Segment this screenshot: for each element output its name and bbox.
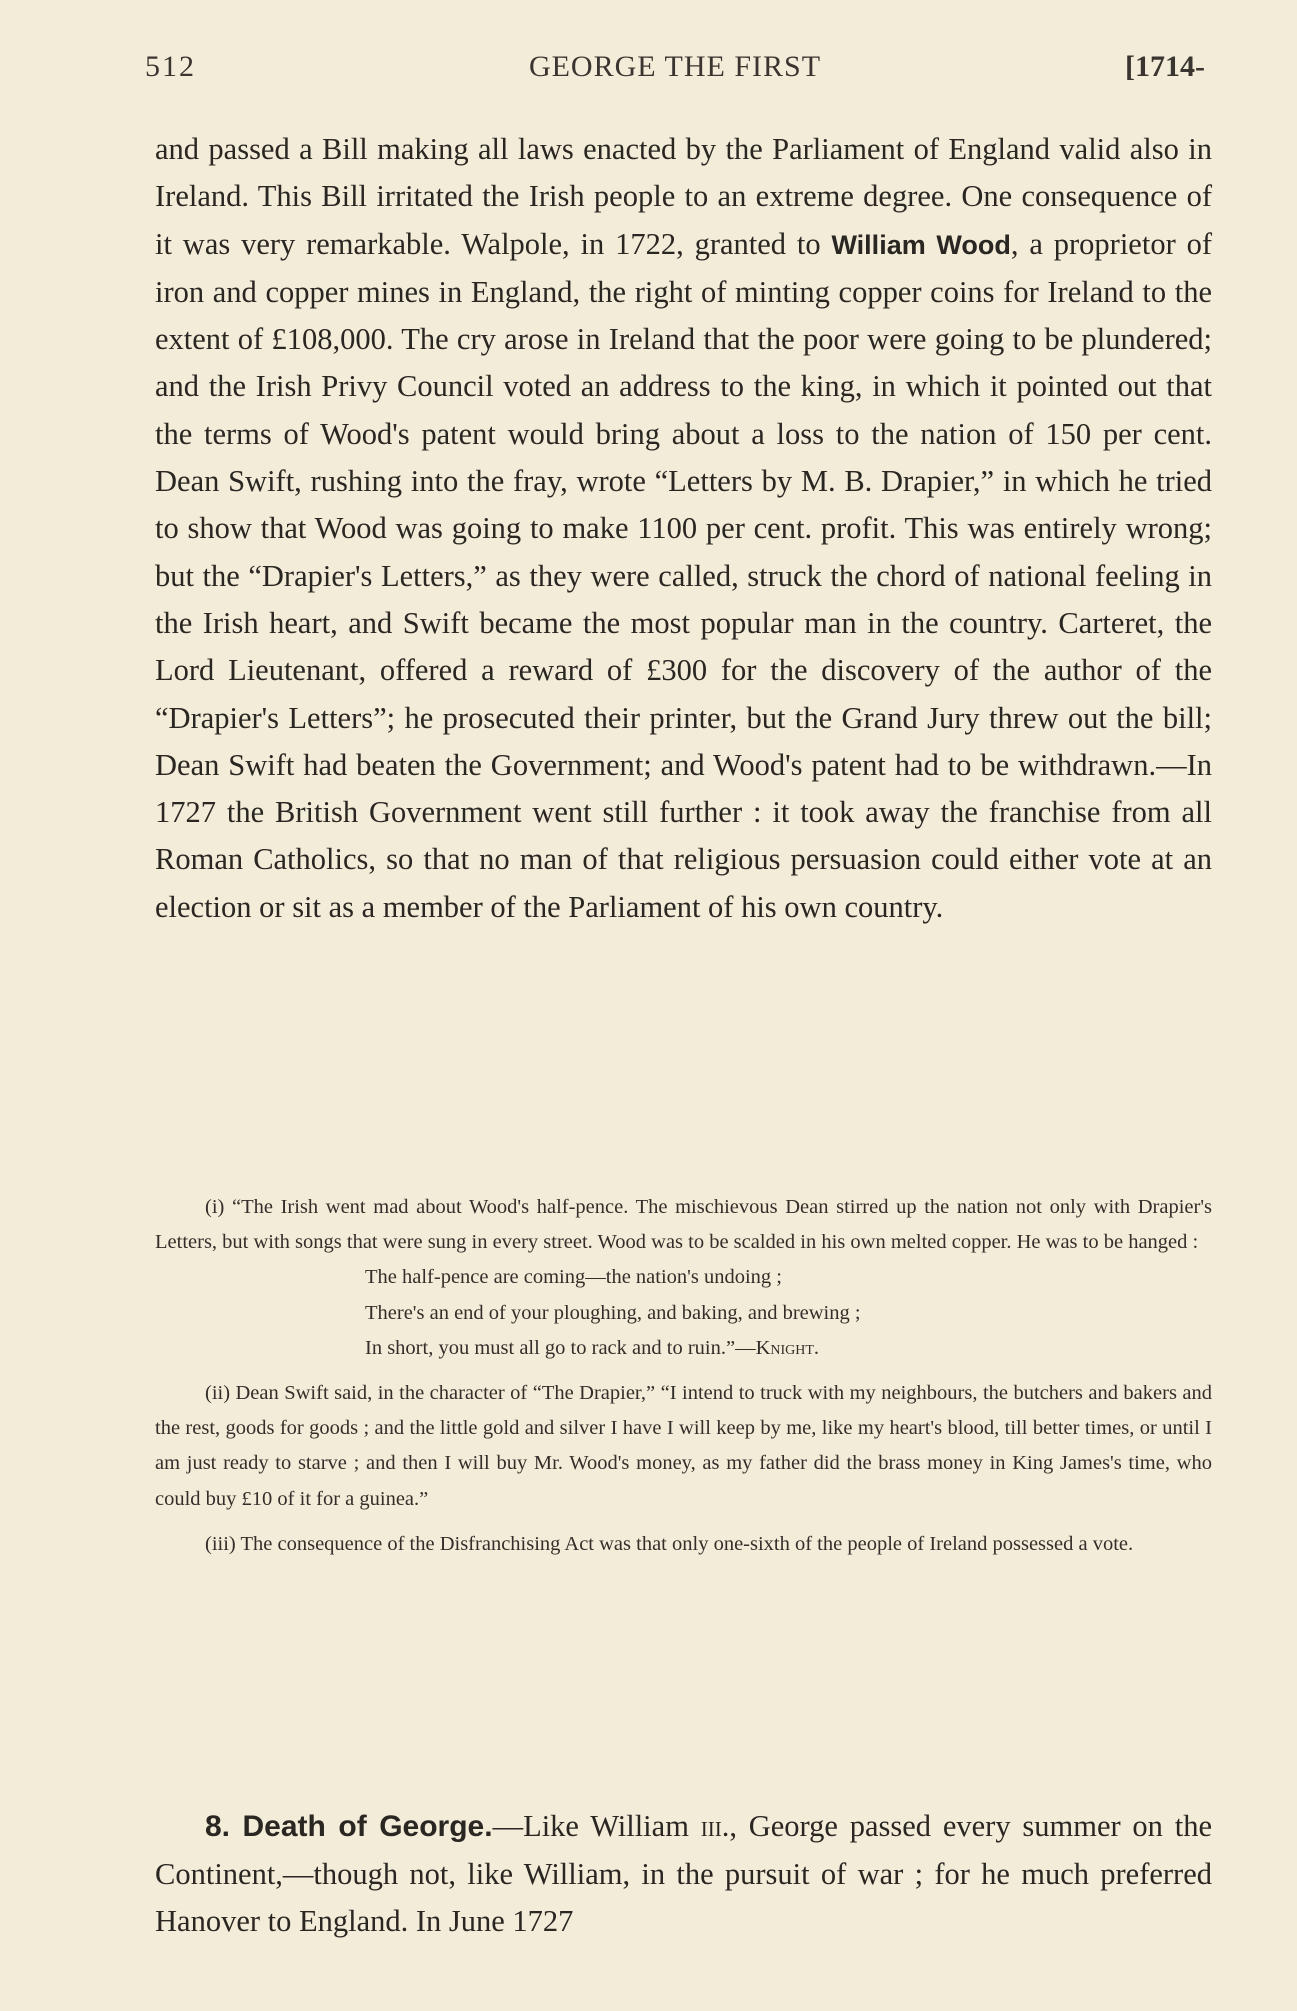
section-text-before: —Like William — [492, 1809, 701, 1843]
body-text-part2: , a proprietor of iron and copper mines in England, the right of minting copper coins for Ireland to the extent of £108,000. The cry arose in Ireland that the poor were going to be plundered; and the Irish Privy Council voted an address to the king, in which it pointed out that the terms of Wood's patent would bring about a loss to the nation of 150 per cent. Dean Swift, rushing into the fray, wrote “Letters by M. B. Drapier,” in which he tried to show that Wood was going to make 1100 per cent. profit. This was entirely wrong; but the “Drapier's Letters,” as they were called, struck the chord of national feeling in the Irish heart, and Swift became the most popular man in the country. Carteret, the Lord Lieutenant, offered a reward of £300 for the discovery of the author of the “Drapier's Letters”; he prosecuted their printer, but the Grand Jury threw out the bill; Dean Swift had beaten the Government; and Wood's patent had to be withdrawn.—In 1727 the British Government went still further : it took away the franchise from all Roman Catholics, so that no man of that religious persuasion could either vote at an election or sit as a member of the Parliament of his own country. — [155, 226, 1212, 924]
verse-line-2: There's an end of your ploughing, and baking, and brewing ; — [365, 1301, 861, 1324]
verse-line-3-text: In short, you must all go to rack and to ruin.”— — [365, 1336, 756, 1359]
running-title: GEORGE THE FIRST — [528, 50, 822, 83]
page-number: 512 — [145, 50, 196, 83]
footnotes — [155, 1190, 1212, 1562]
verse-line-1: The half-pence are coming—the nation's undoing ; — [365, 1266, 782, 1289]
header-year-range: [1714- — [1125, 50, 1205, 83]
bold-name-william-wood: William Wood — [831, 229, 1011, 260]
section-8 — [155, 1803, 1212, 1946]
section-text-after: , George passed every summer on the Continent,—though not, like William, in the pursuit of war ; for he much preferred Hanover to England. In June 1727 — [155, 1809, 1212, 1938]
body-paragraph — [155, 126, 1212, 931]
verse-line-3 — [365, 1331, 1212, 1366]
note-ii: (ii) Dean Swift said, in the character of “The Drapier,” “I intend to truck with my neighbours, the butchers and bakers and the rest, goods for goods ; and the little gold and silver I have I will keep by me, like my heart's blood, till better times, or until I am just ready to starve ; and then I will buy Mr. Wood's money, as my father did the brass money in King James's time, who could buy £10 of it for a guinea.” — [155, 1382, 1212, 1510]
note-iii: (iii) The consequence of the Disfranchising Act was that only one-sixth of the people of Ireland possessed a vote. — [205, 1532, 1134, 1555]
regnal-numeral: iii. — [700, 1809, 730, 1843]
body-text-part1: and passed a Bill making all laws enacted by the Parliament of England valid also in Ireland. This Bill irritated the Irish people to an extreme degree. One consequence of it was very remarkable. Walpole, in 1722, granted to — [155, 132, 1212, 261]
verse-attribution: Knight. — [755, 1336, 820, 1359]
running-header — [145, 50, 1205, 94]
section-heading: 8. Death of George. — [205, 1810, 493, 1843]
main-body-text — [155, 126, 1212, 931]
note-i: (i) “The Irish went mad about Wood's half-pence. The mischievous Dean stirred up the nation not only with Drapier's Letters, but with songs that were sung in every street. Wood was to be scalded in his own melted copper. He was to be hanged : — [155, 1196, 1212, 1254]
section-paragraph — [155, 1803, 1212, 1946]
